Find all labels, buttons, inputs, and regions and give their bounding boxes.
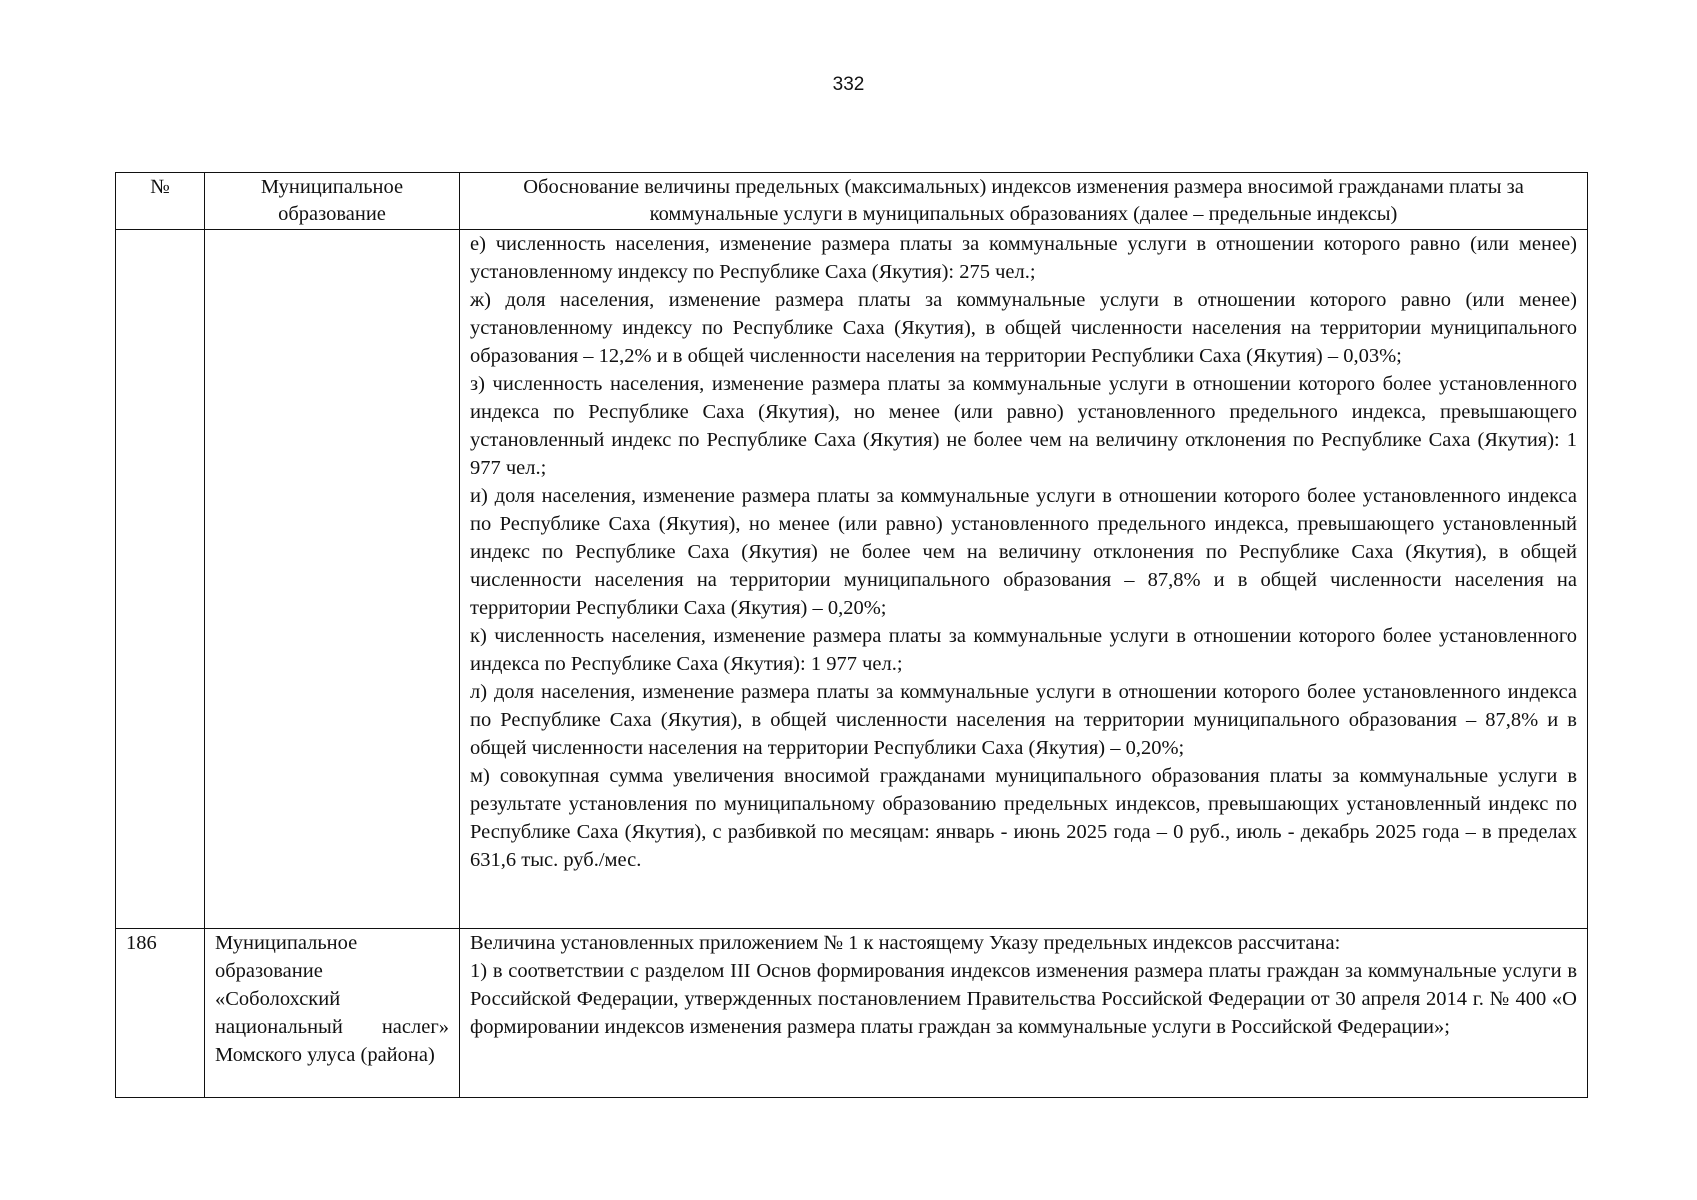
table-header-row (116, 173, 1588, 230)
header-justification: Обоснование величины предельных (максимальных) индексов изменения размера вносимой гражданами платы за коммунальные услуги в муниципальных образованиях (далее – предельные индексы) (460, 173, 1588, 230)
indices-table (115, 172, 1588, 1098)
paragraph-k: к) численность населения, изменение размера платы за коммунальные услуги в отношении которого более установленного индекса по Республике Саха (Якутия): 1 977 чел.; (470, 625, 1577, 675)
paragraph-e: е) численность населения, изменение размера платы за коммунальные услуги в отношении которого равно (или менее) установленному индексу по Республике Саха (Якутия): 275 чел.; (470, 233, 1577, 283)
page-number: 332 (832, 74, 865, 95)
header-number: № (116, 173, 205, 230)
row-municipality (205, 230, 460, 929)
paragraph-intro: Величина установленных приложением № 1 к настоящему Указу предельных индексов рассчитана: (470, 932, 1341, 954)
paragraph-l: л) доля населения, изменение размера платы за коммунальные услуги в отношении которого более установленного индекса по Республике Саха (Якутия), в общей численности населения на территории муниципального образования – 87,8% и в общей численности населения на территории Республики Саха (Якутия) – 0,20%; (470, 681, 1577, 759)
paragraph-i: и) доля населения, изменение размера платы за коммунальные услуги в отношении которого более установленного индекса по Республике Саха (Якутия), но менее (или равно) установленного предельного индекса, превышающего установленный индекс по Республике Саха (Якутия) не более чем на величину отклонения по Республике Саха (Якутия), в общей численности населения на территории муниципального образования – 87,8% и в общей численности населения на территории Республики Саха (Якутия) – 0,20%; (470, 485, 1577, 619)
header-municipality: Муниципальное образование (205, 173, 460, 230)
table-row (116, 230, 1588, 929)
row-number: 186 (116, 929, 205, 1098)
row-justification (460, 230, 1588, 929)
table-row (116, 929, 1588, 1098)
paragraph-zh: ж) доля населения, изменение размера платы за коммунальные услуги в отношении которого равно (или менее) установленному индексу по Республике Саха (Якутия), в общей численности населения на территории муниципального образования – 12,2% и в общей численности населения на территории Республики Саха (Якутия) – 0,03%; (470, 289, 1577, 367)
row-justification (460, 929, 1588, 1098)
row-number (116, 230, 205, 929)
paragraph-1: 1) в соответствии с разделом III Основ формирования индексов изменения размера платы граждан за коммунальные услуги в Российской Федерации, утвержденных постановлением Правительства Российской Федерации от 30 апреля 2014 г. № 400 «О формировании индексов изменения размера платы граждан за коммунальные услуги в Российской Федерации»; (470, 960, 1577, 1038)
paragraph-m: м) совокупная сумма увеличения вносимой гражданами муниципального образования платы за коммунальные услуги в результате установления по муниципальному образованию предельных индексов, превышающих установленный индекс по Республике Саха (Якутия), с разбивкой по месяцам: январь - июнь 2025 года – 0 руб., июль - декабрь 2025 года – в пределах 631,6 тыс. руб./мес. (470, 765, 1577, 871)
row-municipality: Муниципальное образование «Соболохский национальный наслег» Момского улуса (района) (205, 929, 460, 1098)
paragraph-z: з) численность населения, изменение размера платы за коммунальные услуги в отношении которого более установленного индекса по Республике Саха (Якутия), но менее (или равно) установленного предельного индекса, превышающего установленный индекс по Республике Саха (Якутия) не более чем на величину отклонения по Республике Саха (Якутия): 1 977 чел.; (470, 373, 1577, 479)
